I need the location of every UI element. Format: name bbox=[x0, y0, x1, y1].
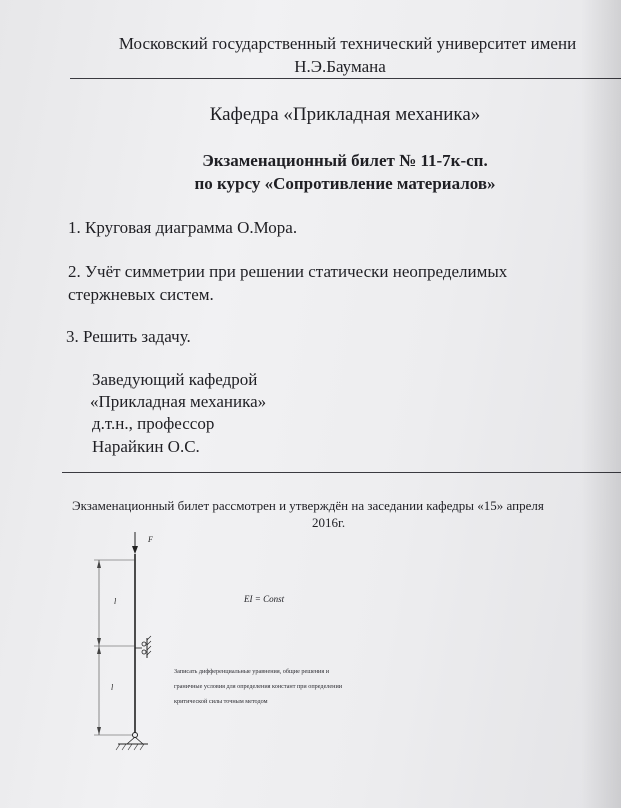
task-text-line1: Записать дифференциальные уравнения, общие решения и bbox=[174, 668, 330, 675]
question-2-line1: 2. Учёт симметрии при решении статически неопределимых bbox=[68, 262, 508, 281]
signature-position: Заведующий кафедрой bbox=[92, 370, 258, 389]
university-name-line2: Н.Э.Баумана bbox=[294, 57, 386, 76]
force-label: F bbox=[148, 535, 153, 544]
question-1: 1. Круговая диаграмма О.Мора. bbox=[68, 218, 298, 237]
course-title: по курсу «Сопротивление материалов» bbox=[194, 174, 496, 193]
force-arrow-head bbox=[132, 546, 138, 554]
column-scheme-diagram bbox=[86, 528, 176, 758]
signature-department: «Прикладная механика» bbox=[90, 392, 267, 411]
signature-degree: д.т.н., профессор bbox=[92, 414, 215, 433]
dimension-arrow bbox=[97, 727, 101, 735]
stiffness-label: EI = Const bbox=[244, 594, 285, 604]
signature-name: Нарайкин О.С. bbox=[92, 437, 200, 456]
task-text-line3: критической силы точным методом bbox=[174, 698, 268, 705]
footer-divider bbox=[62, 472, 621, 473]
length-label-top: l bbox=[114, 597, 117, 606]
approval-date: 2016г. bbox=[312, 515, 346, 530]
dimension-arrow bbox=[97, 638, 101, 646]
dimension-arrow bbox=[97, 646, 101, 654]
header-divider bbox=[70, 78, 621, 79]
ticket-title: Экзаменационный билет № 11-7к-сп. bbox=[202, 151, 488, 170]
middle-roller-support bbox=[135, 636, 151, 658]
university-name-line1: Московский государственный технический университет имени bbox=[118, 34, 577, 53]
question-2-line2: стержневых систем. bbox=[68, 285, 214, 304]
dimension-arrow bbox=[97, 560, 101, 568]
question-3: 3. Решить задачу. bbox=[66, 327, 191, 346]
approval-line1: Экзаменационный билет рассмотрен и утверждён на заседании кафедры «15» апреля bbox=[72, 498, 544, 513]
department-title: Кафедра «Прикладная механика» bbox=[209, 104, 481, 125]
task-text-line2: граничные условия для определения констант при определении bbox=[174, 683, 343, 690]
length-label-bottom: l bbox=[111, 683, 114, 692]
